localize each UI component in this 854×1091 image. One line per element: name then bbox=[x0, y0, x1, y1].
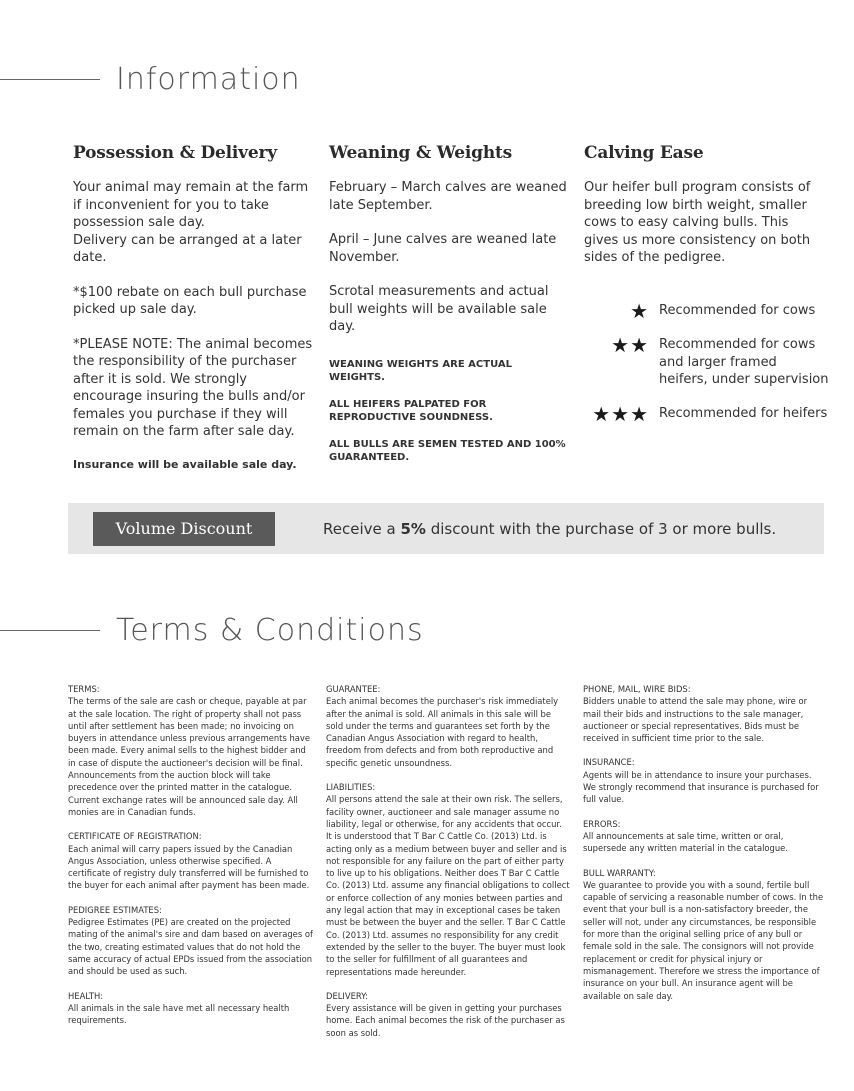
calving-ease-legend bbox=[583, 299, 833, 439]
discount-text-after: discount with the purchase of 3 or more bulls. bbox=[425, 519, 777, 538]
terms-block-text: Each animal will carry papers issued by the Canadian Angus Association, unless otherwise specified. A certificate of registry duly transferred will be furnished to the buyer for each animal after payment has been made. bbox=[68, 843, 310, 891]
header-rule bbox=[0, 79, 100, 80]
terms-block bbox=[68, 830, 316, 891]
volume-discount-band bbox=[68, 503, 824, 554]
calving-heading: Calving Ease bbox=[584, 143, 704, 163]
information-title: Information bbox=[116, 62, 301, 97]
legend-label: Recommended for cows bbox=[659, 303, 816, 318]
header-rule bbox=[0, 630, 100, 631]
calving-text: Our heifer bull program consists of breeding low birth weight, smaller cows to easy calving bulls. This gives us more consistency on both sides of the pedigree. bbox=[584, 180, 811, 265]
terms-block bbox=[583, 756, 825, 805]
legend-row bbox=[583, 299, 833, 323]
terms-title: Terms & Conditions bbox=[116, 613, 424, 648]
terms-block-text: Every assistance will be given in getting your purchases home. Each animal becomes the risk of the purchaser as soon as sold. bbox=[326, 1003, 565, 1038]
weaning-text-1: February – March calves are weaned late September. bbox=[329, 180, 567, 213]
terms-block-heading: DELIVERY: bbox=[326, 990, 369, 1001]
weaning-text-2: April – June calves are weaned late November. bbox=[329, 232, 557, 265]
weaning-bold-3: ALL BULLS ARE SEMEN TESTED AND 100% GUARANTEED. bbox=[329, 438, 566, 463]
possession-insurance-note: Insurance will be available sale day. bbox=[73, 457, 297, 471]
terms-header bbox=[0, 613, 424, 648]
possession-text-2: *$100 rebate on each bull purchase picked up sale day. bbox=[73, 284, 307, 317]
weaning-bold-2: ALL HEIFERS PALPATED FOR REPRODUCTIVE SOUNDNESS. bbox=[329, 398, 493, 423]
weaning-heading: Weaning & Weights bbox=[329, 143, 513, 163]
terms-block-heading: INSURANCE: bbox=[583, 757, 635, 768]
terms-block-text: Agents will be in attendance to insure your purchases. We strongly recommend that insurance is purchased for full value. bbox=[583, 769, 819, 805]
calving-column bbox=[584, 143, 824, 284]
possession-heading: Possession & Delivery bbox=[73, 143, 277, 163]
terms-block-heading: PHONE, MAIL, WIRE BIDS: bbox=[583, 684, 691, 694]
terms-block-text: Bidders unable to attend the sale may phone, wire or mail their bids and instructions to the sale manager, auctioneer or special representatives. Bids must be received in sufficient time prior to the sale. bbox=[583, 696, 808, 744]
terms-block-text: We guarantee to provide you with a sound, fertile bull capable of servicing a reasonable number of cows. In the event that your bull is a non-satisfactory breeder, the seller will not, under any circumstances, be responsible for more than the original selling price of any bull or female sold in the sale. The consignors will not provide replacement or credit for physical injury or mismanagement. Therefore we stress the importance of insurance on your bull. An insurance agent will be available on sale day. bbox=[583, 879, 824, 1001]
terms-block bbox=[583, 683, 825, 744]
possession-text-1: Your animal may remain at the farm if inconvenient for you to take possession sale day. Delivery can be arranged at a later date. bbox=[73, 180, 309, 265]
star-icon: ★★★ bbox=[592, 401, 649, 426]
terms-block bbox=[68, 990, 316, 1027]
terms-block-heading: ERRORS: bbox=[583, 818, 621, 829]
weaning-column bbox=[329, 143, 569, 478]
terms-block-text: The terms of the sale are cash or cheque, payable at par at the sale location. The right of property shall not pass until after settlement has been made; no invoicing on buyers in attendance unless previous arrangements have been made. Every animal sells to the highest bidder and in case of dispute the auctioneer's decision will be final. Announcements from the auction block will take precedence over the printed matter in the catalogue. Current exchange rates will be announced sale day. All monies are in Canadian funds. bbox=[68, 696, 311, 817]
legend-label: Recommended for cows and larger framed heifers, under supervision bbox=[659, 337, 829, 387]
possession-text-3: *PLEASE NOTE: The animal becomes the responsibility of the purchaser after it is sold. We strongly encourage insuring the bulls and/or females you purchase if they will remain on the farm after sale day. bbox=[73, 336, 313, 439]
terms-column-1 bbox=[68, 683, 316, 1038]
terms-block-heading: BULL WARRANTY: bbox=[583, 867, 656, 878]
terms-block-heading: TERMS: bbox=[68, 684, 100, 694]
terms-block-heading: GUARANTEE: bbox=[326, 684, 381, 694]
legend-label: Recommended for heifers bbox=[659, 405, 828, 421]
discount-percent: 5% bbox=[400, 519, 426, 538]
legend-row bbox=[583, 333, 833, 389]
volume-discount-tag: Volume Discount bbox=[93, 512, 275, 546]
terms-block bbox=[583, 867, 825, 1002]
terms-column-2 bbox=[326, 683, 570, 1051]
discount-text-before: Receive a bbox=[323, 519, 401, 538]
information-header bbox=[0, 62, 301, 97]
star-icon: ★ bbox=[630, 299, 649, 323]
terms-block-text: Pedigree Estimates (PE) are created on the projected mating of the animal's sire and dam based on averages of the two, creating estimated values that do not hold the same accuracy of actual EPDs issued from the association and should be used as such. bbox=[68, 917, 313, 977]
terms-block-heading: HEALTH: bbox=[68, 990, 104, 1001]
possession-column bbox=[73, 143, 313, 489]
terms-block bbox=[583, 818, 825, 855]
terms-block-heading: LIABILITIES: bbox=[326, 782, 376, 793]
legend-row bbox=[583, 401, 833, 426]
terms-block-text: All animals in the sale have met all necessary health requirements. bbox=[68, 1002, 290, 1026]
weaning-bold-1: WEANING WEIGHTS ARE ACTUAL WEIGHTS. bbox=[329, 358, 512, 383]
terms-block-text: Each animal becomes the purchaser's risk immediately after the animal is sold. All animals in this sale will be sold under the terms and guarantees set forth by the Canadian Angus Association with regard to health, freedom from defects and from both reproductive and specific genetic unsoundness. bbox=[326, 696, 559, 768]
terms-block-text: All persons attend the sale at their own risk. The sellers, facility owner, auctioneer and sale manager assume no liability, legal or otherwise, for any accidents that occur. It is understood that T Bar C Cattle Co. (2013) Ltd. is acting only as a medium between buyer and seller and is not responsible for any failure on the part of either party to live up to his obligations. Neither does T Bar C Cattle Co. (2013) Ltd. assume any financial obligations to collect or enforce collection of any monies between parties and any legal action that may in exceptional cases be taken must be between the buyer and the seller. T Bar C Cattle Co. (2013) Ltd. assumes no responsibility for any credit extended by the seller to the buyer. The buyer must look to the seller for fulfillment of all guarantees and representations made hereunder. bbox=[326, 794, 570, 977]
terms-block-heading: PEDIGREE ESTIMATES: bbox=[68, 904, 162, 915]
terms-block bbox=[326, 990, 570, 1039]
terms-block bbox=[326, 781, 570, 978]
terms-block-text: All announcements at sale time, written or oral, supersede any written material in the catalogue. bbox=[583, 830, 788, 854]
terms-block-heading: CERTIFICATE OF REGISTRATION: bbox=[68, 831, 202, 842]
volume-discount-text bbox=[323, 520, 776, 538]
terms-block bbox=[326, 683, 570, 769]
terms-block bbox=[68, 683, 316, 818]
star-icon: ★★ bbox=[611, 333, 649, 357]
terms-block bbox=[68, 904, 316, 978]
terms-column-3 bbox=[583, 683, 825, 1014]
weaning-text-3: Scrotal measurements and actual bull weights will be available sale day. bbox=[329, 284, 549, 334]
